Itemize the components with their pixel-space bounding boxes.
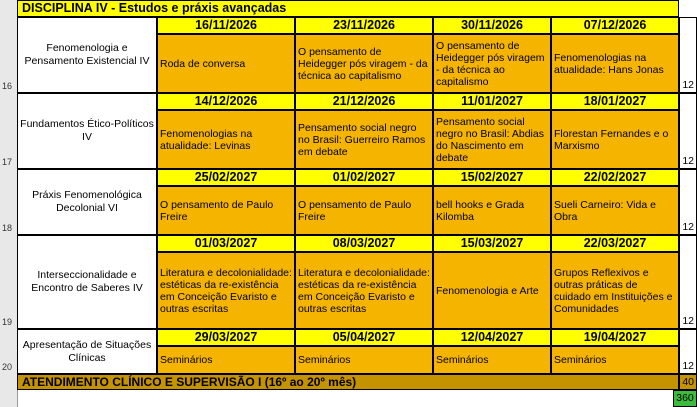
session-date: 07/12/2026: [551, 17, 679, 34]
session-topic: Seminários: [295, 346, 433, 374]
session-date: 30/11/2026: [433, 17, 551, 34]
session-topic: Literatura e decolonialidade: estéticas da re-existência em Conceição Evaristo e outras escritas: [295, 252, 433, 329]
session-date: 15/02/2027: [433, 169, 551, 186]
row-number: [0, 17, 17, 93]
session-topic: O pensamento de Heidegger pós viragem - da técnica ao capitalismo: [433, 34, 551, 93]
hours-value: 12: [682, 315, 694, 327]
session-topic: Pensamento social negro no Brasil: Guerreiro Ramos em debate: [295, 110, 433, 169]
row-number: [0, 235, 17, 329]
session-date: 25/02/2027: [157, 169, 295, 186]
session-topic: Seminários: [433, 346, 551, 374]
session-date: 22/02/2027: [551, 169, 679, 186]
clinical-supervision-hours: 40: [679, 374, 697, 390]
session-date: 19/04/2027: [551, 329, 679, 346]
session-date: 14/12/2026: [157, 93, 295, 110]
session-topic: Literatura e decolonialidade: estéticas da re-existência em Conceição Evaristo e outras escritas: [157, 252, 295, 329]
row-number-label: 19: [2, 317, 13, 327]
row-number: [0, 169, 17, 235]
session-topic: O pensamento de Heidegger pós viragem - da técnica ao capitalismo: [295, 34, 433, 93]
session-date: 29/03/2027: [157, 329, 295, 346]
session-date: 11/01/2027: [433, 93, 551, 110]
subject-name: Práxis Fenomenológica Decolonial VI: [17, 169, 157, 235]
hours-value: 12: [682, 155, 694, 167]
session-topic: Fenomenologia e Arte: [433, 252, 551, 329]
session-date: 05/04/2027: [295, 329, 433, 346]
session-date: 08/03/2027: [295, 235, 433, 252]
session-topic: O pensamento de Paulo Freire: [295, 186, 433, 235]
subject-hours: [679, 169, 697, 235]
subject-hours: [679, 93, 697, 169]
session-topic: Roda de conversa: [157, 34, 295, 93]
session-topic: bell hooks e Grada Kilomba: [433, 186, 551, 235]
session-date: 01/02/2027: [295, 169, 433, 186]
subject-name: Apresentação de Situações Clínicas: [17, 329, 157, 374]
row-number-label: 18: [2, 223, 13, 233]
session-date: 18/01/2027: [551, 93, 679, 110]
session-topic: Seminários: [157, 346, 295, 374]
session-date: 16/11/2026: [157, 17, 295, 34]
subject-name: Interseccionalidade e Encontro de Saberes IV: [17, 235, 157, 329]
discipline-title: DISCIPLINA IV - Estudos e práxis avançadas: [17, 0, 679, 17]
subject-hours: [679, 329, 697, 374]
hours-value: 12: [682, 79, 694, 91]
session-date: 23/11/2026: [295, 17, 433, 34]
session-date: 21/12/2026: [295, 93, 433, 110]
subject-hours: [679, 235, 697, 329]
session-topic: Fenomenologias na atualidade: Hans Jonas: [551, 34, 679, 93]
row-number: [0, 93, 17, 169]
subject-name: Fundamentos Ético-Políticos IV: [17, 93, 157, 169]
row-number: [0, 329, 17, 374]
row-number-label: 17: [2, 157, 13, 167]
hours-value: 12: [682, 221, 694, 233]
session-topic: Pensamento social negro no Brasil: Abdias do Nascimento em debate: [433, 110, 551, 169]
session-topic: Grupos Reflexivos e outras práticas de cuidado em Instituições e Comunidades: [551, 252, 679, 329]
session-topic: Seminários: [551, 346, 679, 374]
session-topic: Florestan Fernandes e o Marxismo: [551, 110, 679, 169]
session-date: 01/03/2027: [157, 235, 295, 252]
session-topic: O pensamento de Paulo Freire: [157, 186, 295, 235]
session-topic: Sueli Carneiro: Vida e Obra: [551, 186, 679, 235]
session-date: 12/04/2027: [433, 329, 551, 346]
session-date: 15/03/2027: [433, 235, 551, 252]
clinical-supervision-row: ATENDIMENTO CLÍNICO E SUPERVISÃO I (16º ao 20º mês): [17, 374, 679, 390]
hours-value: 12: [682, 360, 694, 372]
session-topic: Fenomenologias na atualidade: Levinas: [157, 110, 295, 169]
subject-hours: [679, 17, 697, 93]
total-hours: 360: [673, 390, 697, 407]
row-number-label: 20: [2, 362, 13, 372]
subject-name: Fenomenologia e Pensamento Existencial IV: [17, 17, 157, 93]
row-number-label: 16: [2, 81, 13, 91]
session-date: 22/03/2027: [551, 235, 679, 252]
